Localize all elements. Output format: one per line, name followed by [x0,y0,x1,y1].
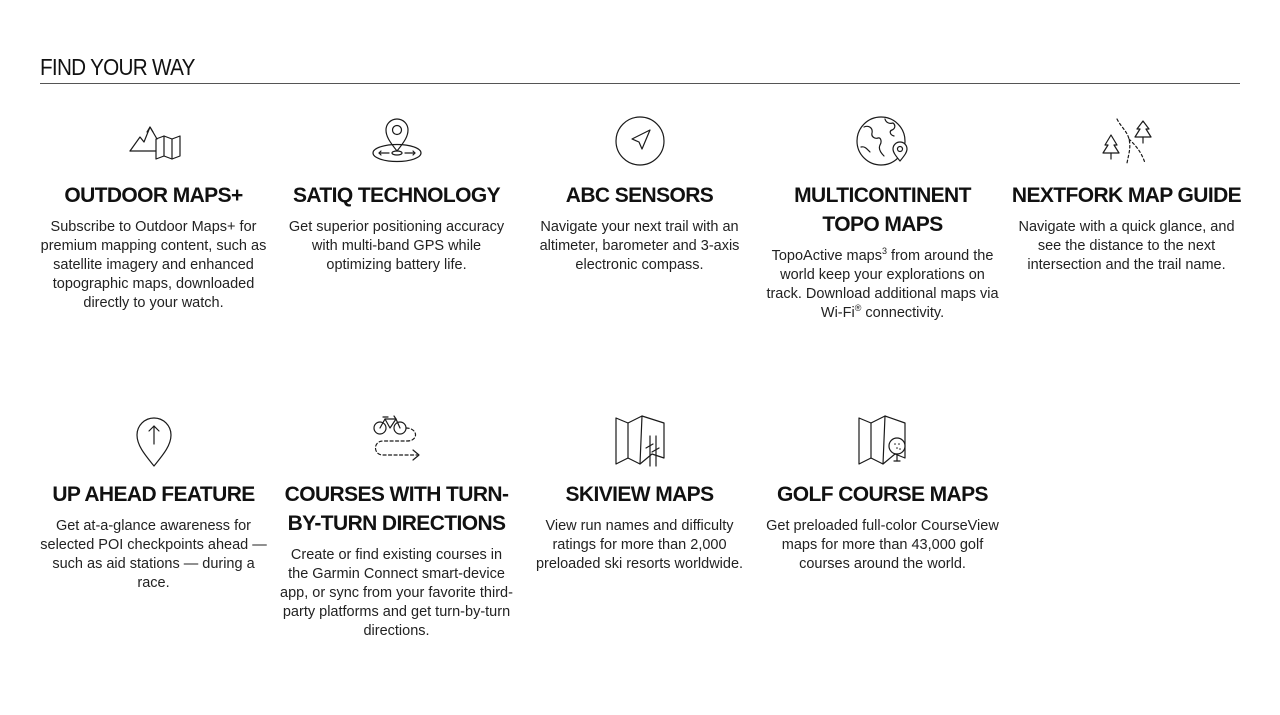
feature-courses-turn-by-turn [279,414,514,641]
trail-fork-icon [1009,115,1244,171]
feature-description: Get at-a-glance awareness for selected POI checkpoints ahead — such as aid stations — during a race. [40,518,267,591]
feature-title: ABC SENSORS [565,184,714,207]
golf-map-icon [765,414,1000,470]
registered-mark: ® [854,303,862,314]
description-text: from around the world keep your explorations on track. Download additional maps via Wi-Fi [766,248,999,321]
ski-map-icon [522,414,757,470]
section-title: FIND YOUR WAY [40,54,195,80]
feature-title: UP AHEAD FEATURE [52,483,255,506]
feature-skiview-maps [522,414,757,574]
feature-description: Navigate with a quick glance, and see the distance to the next intersection and the trail name. [1018,219,1235,273]
mountain-map-icon [36,115,271,171]
feature-satiq-technology [279,115,514,275]
feature-title: SATIQ TECHNOLOGY [292,184,500,207]
feature-title: SKIVIEW MAPS [565,483,714,506]
feature-up-ahead [36,414,271,593]
location-pin-icon [279,115,514,171]
compass-icon [522,115,757,171]
feature-abc-sensors [522,115,757,275]
up-arrow-pin-icon [36,414,271,470]
feature-description: Create or find existing courses in the Garmin Connect smart-device app, or sync from your favorite third-party platforms and get turn-by-turn directions. [280,547,513,639]
description-text: connectivity. [861,305,945,321]
section-divider [40,83,1240,84]
footnote-marker: 3 [882,246,888,257]
feature-title: NEXTFORK MAP GUIDE [1011,184,1242,207]
feature-multicontinent-topo-maps [765,115,1000,323]
feature-title: OUTDOOR MAPS+ [64,184,243,207]
feature-outdoor-maps [36,115,271,313]
feature-description: Get preloaded full-color CourseView maps for more than 43,000 golf courses around the world. [766,518,999,572]
globe-icon [765,115,1000,171]
feature-description: View run names and difficulty ratings for more than 2,000 preloaded ski resorts worldwide. [535,518,744,572]
feature-title: MULTICONTINENT TOPO MAPS [794,184,971,236]
feature-nextfork-map-guide [1009,115,1244,275]
feature-description: Navigate your next trail with an altimeter, barometer and 3-axis electronic compass. [539,219,740,273]
feature-golf-course-maps [765,414,1000,574]
feature-description: Get superior positioning accuracy with multi-band GPS while optimizing battery life. [288,219,505,273]
feature-title: GOLF COURSE MAPS [777,483,988,506]
feature-description: Subscribe to Outdoor Maps+ for premium mapping content, such as satellite imagery and enhanced topographic maps, downloaded directly to your watch. [40,219,267,311]
feature-title: COURSES WITH TURN-BY-TURN DIRECTIONS [284,483,509,535]
bike-route-icon [279,414,514,470]
feature-description [765,247,1000,323]
description-text: TopoActive maps [771,248,882,264]
